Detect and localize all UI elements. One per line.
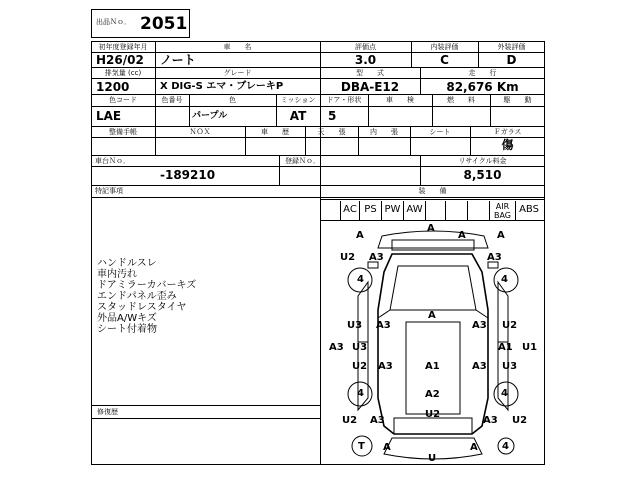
repair-history-label: 修復歴 (97, 408, 118, 416)
exterior-value: D (506, 53, 517, 67)
color-swatch-label: 色番号 (161, 96, 183, 104)
equipment-label: 装 備 (418, 187, 447, 195)
first-reg-value: H26/02 (96, 53, 144, 67)
equip-blank-3 (468, 201, 490, 221)
color-code-value: LAE (96, 109, 122, 123)
drive-label: 駆 動 (503, 96, 532, 104)
maint-book-label: 整備手帳 (109, 128, 137, 136)
damage-mark: 4 (501, 388, 508, 399)
first-reg-label: 初年度登録年月 (98, 43, 148, 51)
seat-label: シート (429, 128, 451, 136)
remark-item: ドアミラーカバーキズ (97, 280, 197, 291)
damage-mark: A (470, 442, 478, 453)
damage-mark: A3 (472, 320, 487, 331)
damage-mark: U2 (512, 415, 528, 426)
damage-mark: A (497, 230, 505, 241)
equip-blank-1 (426, 201, 446, 221)
damage-mark: A1 (425, 361, 440, 372)
damage-mark: U1 (522, 342, 538, 353)
damage-mark: A3 (370, 415, 385, 426)
lot-number-label: 出品Ｎｏ． (96, 18, 131, 26)
displacement-label: 排気量 (cc) (104, 69, 142, 77)
chassis-label: 車台Ｎｏ． (95, 157, 130, 165)
doors-value: 5 (328, 109, 337, 123)
glass-value: 傷 (501, 138, 514, 152)
grade-value: X DIG-S エマ・ブレーキP (160, 81, 284, 92)
damage-mark: U2 (340, 252, 356, 263)
car-inspection-label: 車 検 (386, 96, 414, 104)
score-value: 3.0 (354, 53, 377, 67)
damage-mark: U3 (502, 361, 518, 372)
damage-mark: U3 (347, 320, 363, 331)
equip-blank-2 (446, 201, 468, 221)
model-label: 型 式 (356, 69, 384, 77)
damage-mark: A (427, 223, 435, 234)
grade-label: グレード (223, 69, 252, 77)
reg-label: 登録Ｎｏ． (285, 157, 320, 165)
damage-mark: A3 (376, 320, 391, 331)
equip-pw: PW (382, 201, 404, 221)
history-label: 車 歴 (261, 128, 289, 136)
roof-label: 天 張 (317, 128, 346, 136)
damage-mark: A (356, 230, 364, 241)
damage-mark: U (428, 453, 437, 464)
remark-item: エンドパネル歪み (97, 291, 177, 302)
recycle-value: 8,510 (463, 168, 502, 182)
damage-mark: 4 (502, 441, 509, 452)
transmission-value: AT (289, 109, 307, 123)
equip-aw: AW (404, 201, 426, 221)
damage-mark: A2 (425, 389, 440, 400)
damage-mark: 4 (357, 274, 364, 285)
damage-mark: A1 (498, 342, 513, 353)
interior-value: C (440, 53, 449, 67)
color-label: 色 (229, 96, 236, 104)
fuel-label: 燃 料 (447, 96, 475, 104)
equip-ps: PS (360, 201, 382, 221)
damage-mark: A3 (329, 342, 344, 353)
remark-item: スタッドレスタイヤ (97, 302, 187, 313)
damage-mark: A (458, 230, 466, 241)
exterior-label: 外装評価 (497, 43, 526, 51)
transmission-label: ミッション (280, 96, 316, 104)
damage-mark: U2 (342, 415, 358, 426)
lot-number: 2051 (140, 14, 188, 34)
damage-mark: A3 (483, 415, 498, 426)
model-value: DBA-E12 (340, 80, 400, 94)
color-code-label: 色コード (109, 96, 137, 104)
displacement-value: 1200 (96, 80, 130, 94)
damage-mark: 4 (357, 388, 364, 399)
damage-mark: U3 (352, 342, 368, 353)
glass-label: Ｆガラス (493, 128, 522, 136)
remarks-label: 特記事項 (95, 187, 123, 195)
color-swatch-value: パープル (192, 111, 228, 121)
damage-mark: A (383, 442, 391, 453)
damage-mark: T (358, 441, 365, 452)
damage-mark: A3 (472, 361, 487, 372)
damage-mark: 4 (501, 274, 508, 285)
remarks-list (97, 258, 196, 335)
remark-item: 車内汚れ (97, 269, 137, 280)
doors-label: ドア・形状 (326, 96, 362, 104)
equip-airbag: AIR BAG (490, 201, 516, 221)
mileage-label: 走 行 (468, 69, 497, 77)
equip-ac: AC (340, 201, 360, 221)
damage-mark: U2 (352, 361, 368, 372)
chassis-value: -189210 (160, 168, 216, 182)
interior-label: 内装評価 (430, 43, 459, 51)
equip-abs: ABS (519, 204, 539, 215)
damage-mark: U2 (425, 409, 441, 420)
mileage-value: 82,676 Km (446, 80, 519, 94)
car-name-label: 車 名 (223, 43, 252, 51)
nox-label: ＮＯＸ (189, 128, 211, 136)
damage-mark: A (428, 310, 436, 321)
damage-mark: A3 (369, 252, 384, 263)
score-label: 評価点 (355, 43, 376, 51)
remark-item: シート付着物 (97, 324, 157, 335)
recycle-label: リサイクル料金 (458, 157, 507, 165)
damage-mark: A3 (378, 361, 393, 372)
damage-mark: A3 (487, 252, 502, 263)
remark-item: ハンドルスレ (97, 258, 157, 269)
interior-lining-label: 内 張 (370, 128, 398, 136)
remark-item: 外品A/Wキズ (97, 313, 157, 324)
damage-mark: U2 (502, 320, 518, 331)
car-name-value: ノート (160, 53, 196, 67)
